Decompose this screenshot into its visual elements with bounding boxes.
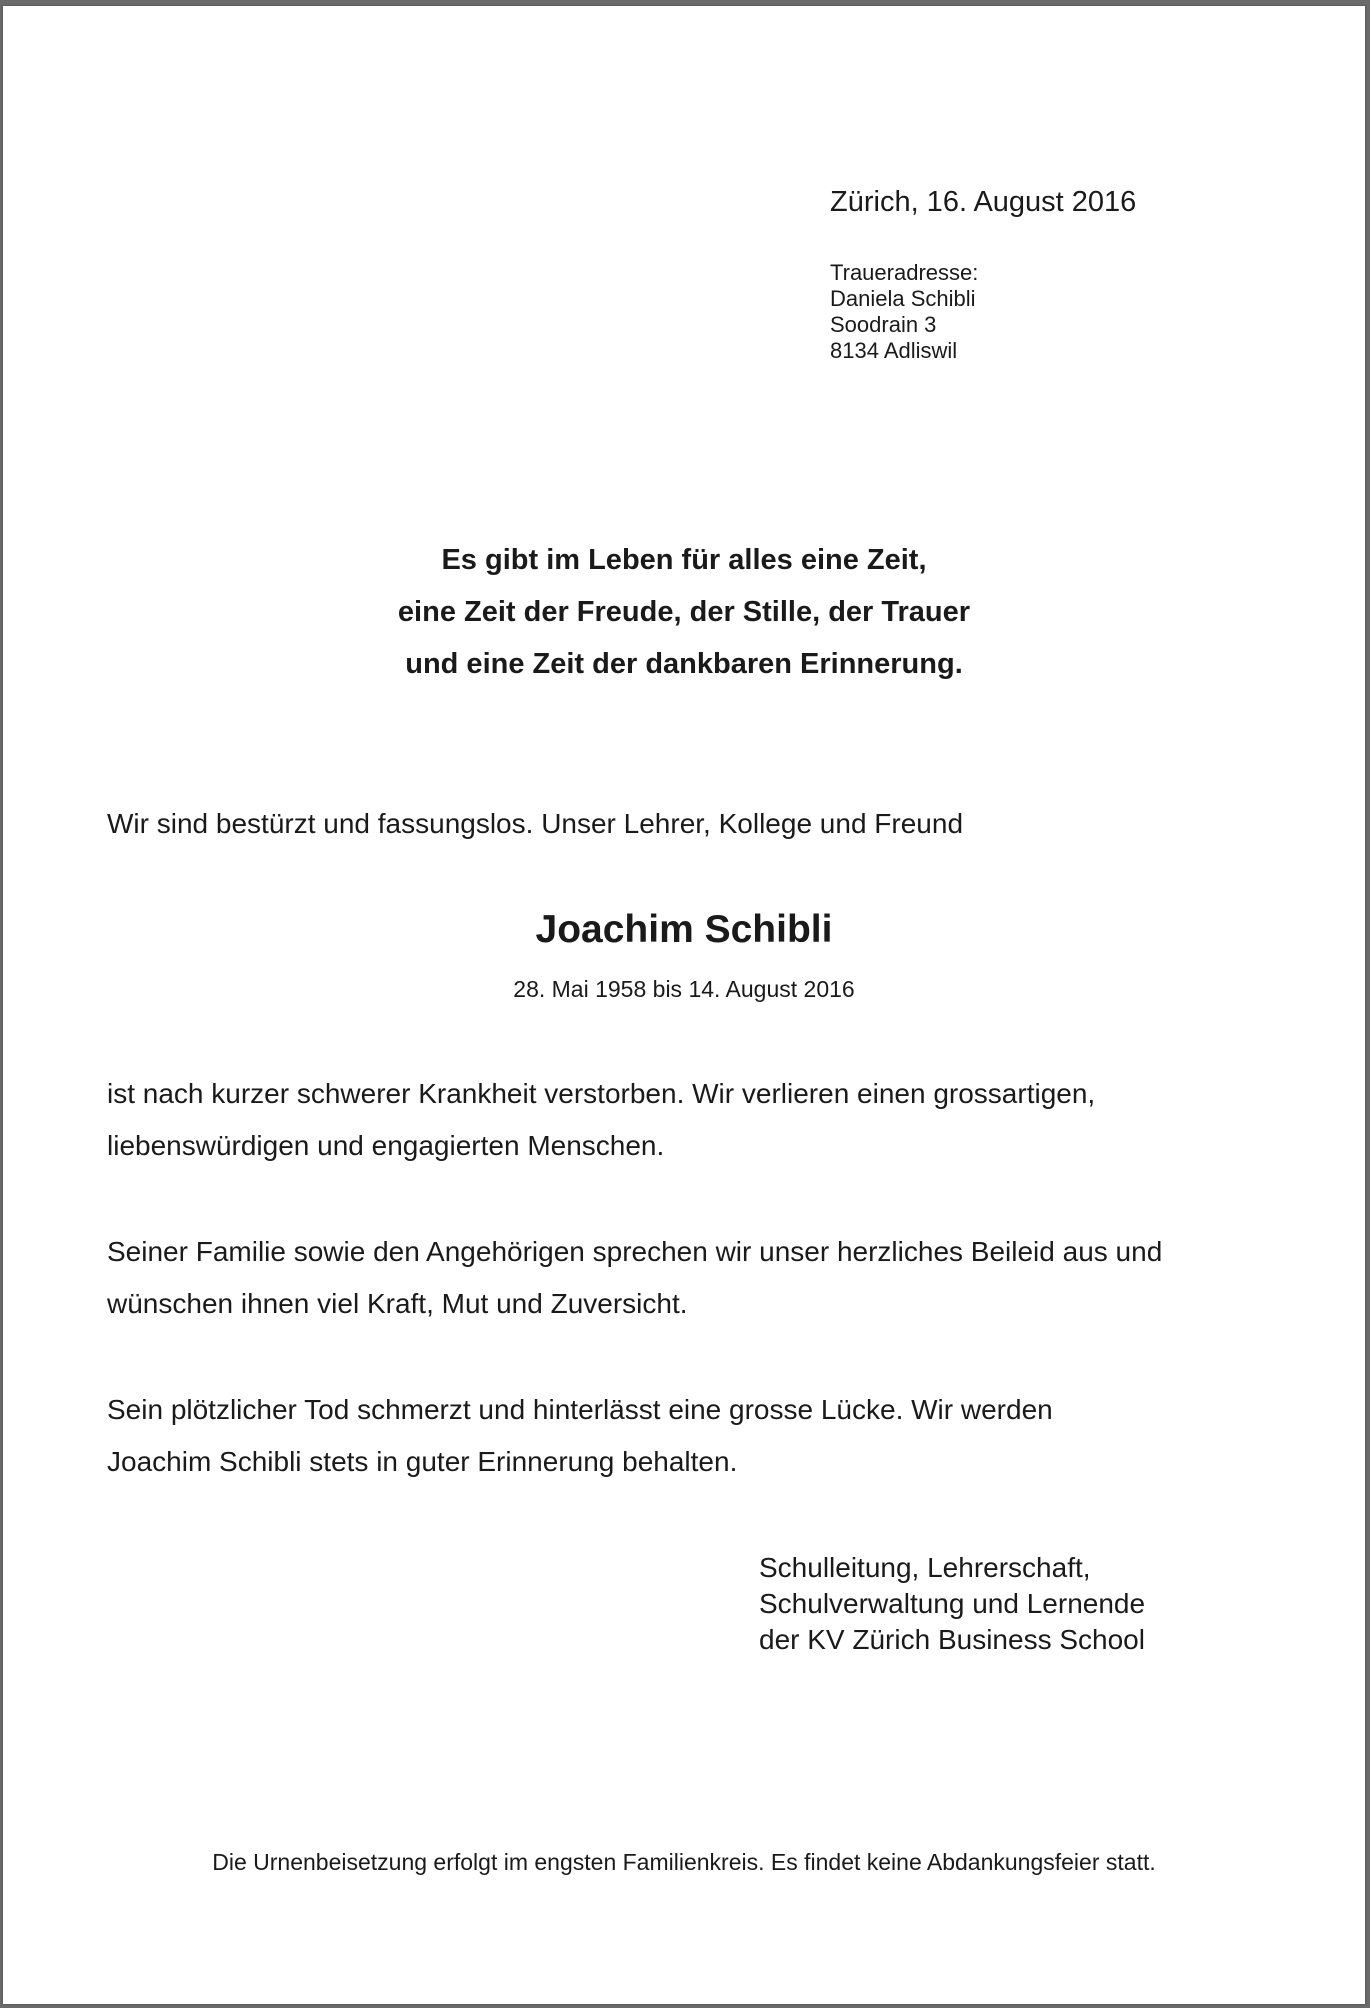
address-city: 8134 Adliswil <box>830 338 958 363</box>
paragraph-line: Joachim Schibli stets in guter Erinnerung behalten. <box>107 1446 738 1477</box>
address-name: Daniela Schibli <box>830 286 976 311</box>
motto-line: Es gibt im Leben für alles eine Zeit, <box>441 544 927 576</box>
deceased-name: Joachim Schibli <box>535 908 833 951</box>
paragraph-line: wünschen ihnen viel Kraft, Mut und Zuversicht. <box>107 1288 688 1319</box>
address-label: Traueradresse: <box>830 260 979 285</box>
mourning-address <box>830 260 978 364</box>
signature-line: Schulverwaltung und Lernende <box>759 1588 1146 1619</box>
paragraph-1 <box>107 1068 1307 1172</box>
signature-line: Schulleitung, Lehrerschaft, <box>759 1552 1091 1583</box>
signature-line: der KV Zürich Business School <box>759 1624 1145 1655</box>
paragraph-line: ist nach kurzer schwerer Krankheit verstorben. Wir verlieren einen grossartigen, <box>107 1078 1096 1109</box>
paragraph-3 <box>107 1384 1307 1488</box>
paragraph-line: Seiner Familie sowie den Angehörigen sprechen wir unser herzliches Beileid aus und <box>107 1236 1163 1267</box>
motto-line: eine Zeit der Freude, der Stille, der Trauer <box>397 596 971 628</box>
paragraph-2 <box>107 1226 1307 1330</box>
paragraph-line: liebenswürdigen und engagierten Menschen. <box>107 1130 665 1161</box>
life-dates: 28. Mai 1958 bis 14. August 2016 <box>513 976 855 1002</box>
intro-text: Wir sind bestürzt und fassungslos. Unser Lehrer, Kollege und Freund <box>107 808 964 839</box>
motto-line: und eine Zeit der dankbaren Erinnerung. <box>405 648 963 680</box>
paragraph-line: Sein plötzlicher Tod schmerzt und hinterlässt eine grosse Lücke. Wir werden <box>107 1394 1053 1425</box>
motto-quote <box>3 534 1365 690</box>
signature-block <box>759 1550 1145 1658</box>
footer-note: Die Urnenbeisetzung erfolgt im engsten Familienkreis. Es findet keine Abdankungsfeier statt. <box>212 1849 1156 1875</box>
document-page <box>3 6 1365 2004</box>
date-line: Zürich, 16. August 2016 <box>830 186 1137 218</box>
address-street: Soodrain 3 <box>830 312 937 337</box>
